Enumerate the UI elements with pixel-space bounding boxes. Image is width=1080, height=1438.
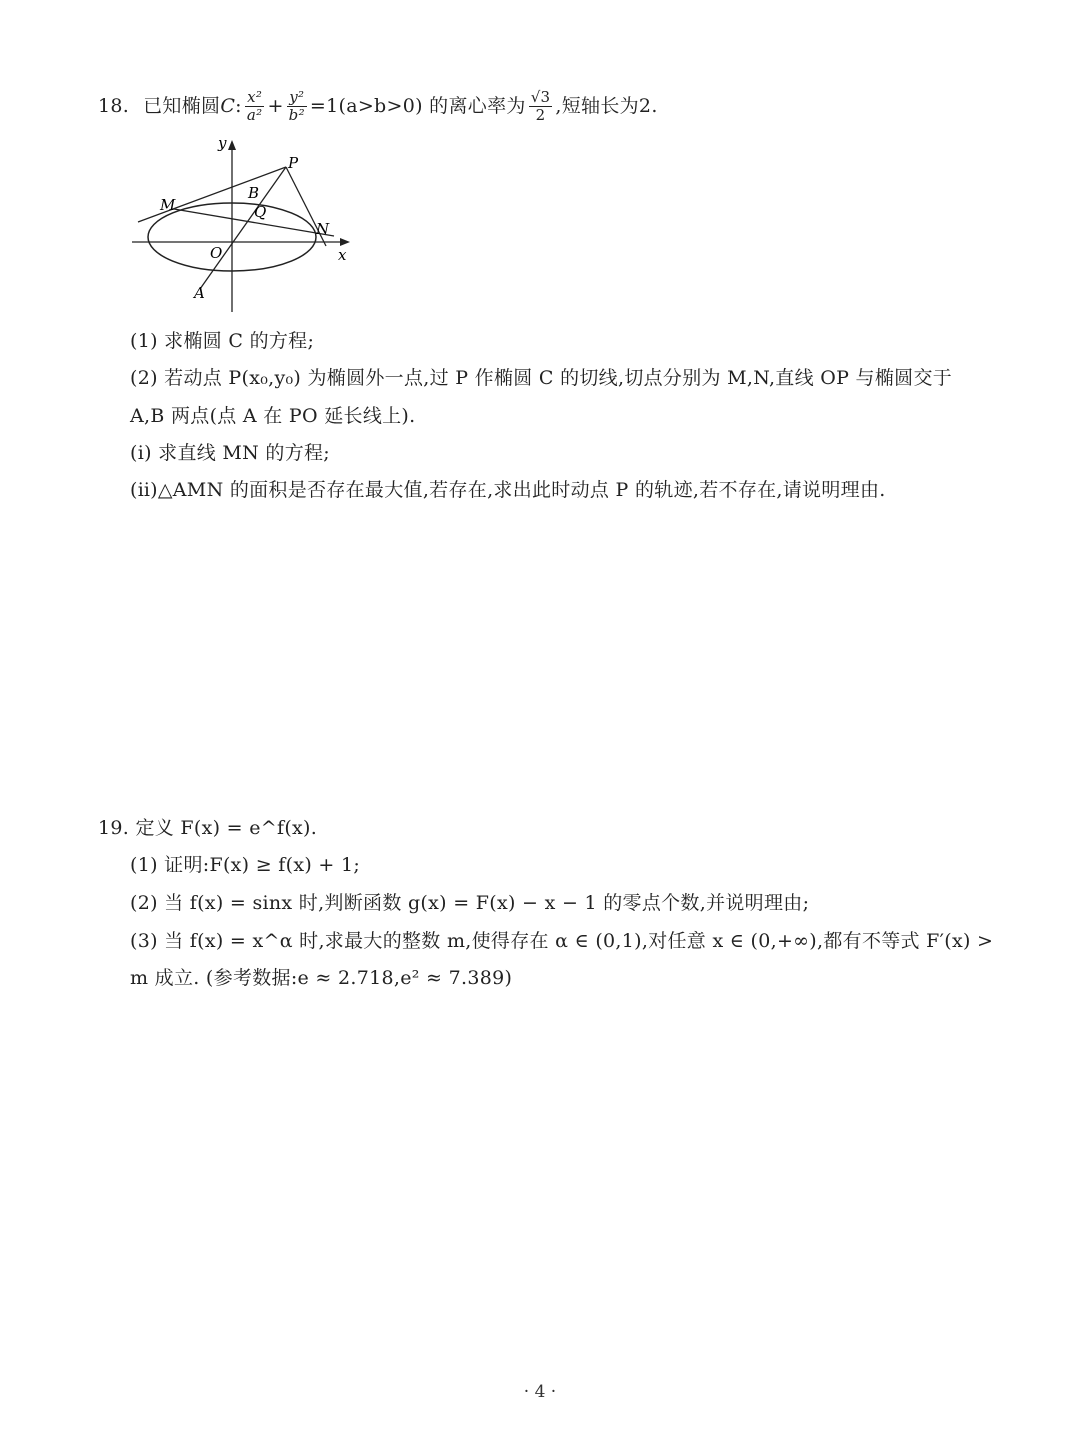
- page-number: · 4 ·: [523, 1382, 557, 1402]
- q18-number: 18.: [98, 95, 130, 117]
- q19-part3-line2: m 成立. (参考数据:e ≈ 2.718,e² ≈ 7.389): [130, 967, 513, 989]
- label-p: P: [288, 154, 299, 172]
- q19-part2: (2) 当 f(x) = sinx 时,判断函数 g(x) = F(x) − x − 1 的零点个数,并说明理由;: [130, 892, 810, 914]
- q19-stem: 19. 定义 F(x) = e^f(x).: [98, 817, 318, 839]
- label-n: N: [316, 220, 330, 238]
- label-x: x: [338, 246, 347, 264]
- q18-frac-ecc-den: 2: [535, 105, 546, 124]
- label-q: Q: [254, 203, 267, 221]
- q18-equals: =1(a>b>0) 的离心率为: [309, 95, 526, 117]
- x-axis-arrow: [340, 238, 350, 246]
- q18-curve-name: C: [220, 95, 236, 117]
- q18-frac-ecc: [529, 89, 553, 124]
- q18-part2-i: (ⅰ) 求直线 MN 的方程;: [130, 442, 331, 464]
- q18-stem-text: 已知椭圆: [143, 95, 221, 117]
- q18-part1: (1) 求椭圆 C 的方程;: [130, 330, 315, 352]
- y-axis-arrow: [228, 140, 236, 150]
- label-b: B: [248, 184, 260, 202]
- q18-plus: +: [267, 95, 284, 117]
- q18-part2-line1: (2) 若动点 P(x₀,y₀) 为椭圆外一点,过 P 作椭圆 C 的切线,切点分别为 M,N,直线 OP 与椭圆交于: [130, 367, 953, 389]
- q18-frac-x-den: a²: [246, 105, 263, 124]
- q18-part2-line2: A,B 两点(点 A 在 PO 延长线上).: [130, 405, 416, 427]
- q18-frac-x-num: x²: [245, 89, 265, 107]
- q19-part3-line1: (3) 当 f(x) = x^α 时,求最大的整数 m,使得存在 α ∈ (0,1),对任意 x ∈ (0,+∞),都有不等式 F′(x) >: [130, 930, 994, 952]
- q18-frac-ecc-num: √3: [530, 87, 551, 106]
- q18-stem: [98, 86, 658, 126]
- q18-colon: :: [235, 95, 242, 117]
- q18-frac-y-den: b²: [288, 105, 305, 124]
- q19-part1: (1) 证明:F(x) ≥ f(x) + 1;: [130, 854, 361, 876]
- q18-frac-y: [287, 89, 307, 124]
- q18-part2-ii: (ⅱ)△AMN 的面积是否存在最大值,若存在,求出此时动点 P 的轨迹,若不存在,请说明理由.: [130, 479, 886, 501]
- label-m: M: [160, 196, 176, 214]
- q18-frac-y-num: y²: [287, 89, 307, 107]
- label-y: y: [218, 134, 227, 152]
- ellipse-figure: [128, 134, 360, 314]
- label-o: O: [210, 244, 223, 262]
- q18-stem-after: ,短轴长为2.: [555, 95, 658, 117]
- q18-frac-x: [245, 89, 265, 124]
- label-a: A: [194, 284, 205, 302]
